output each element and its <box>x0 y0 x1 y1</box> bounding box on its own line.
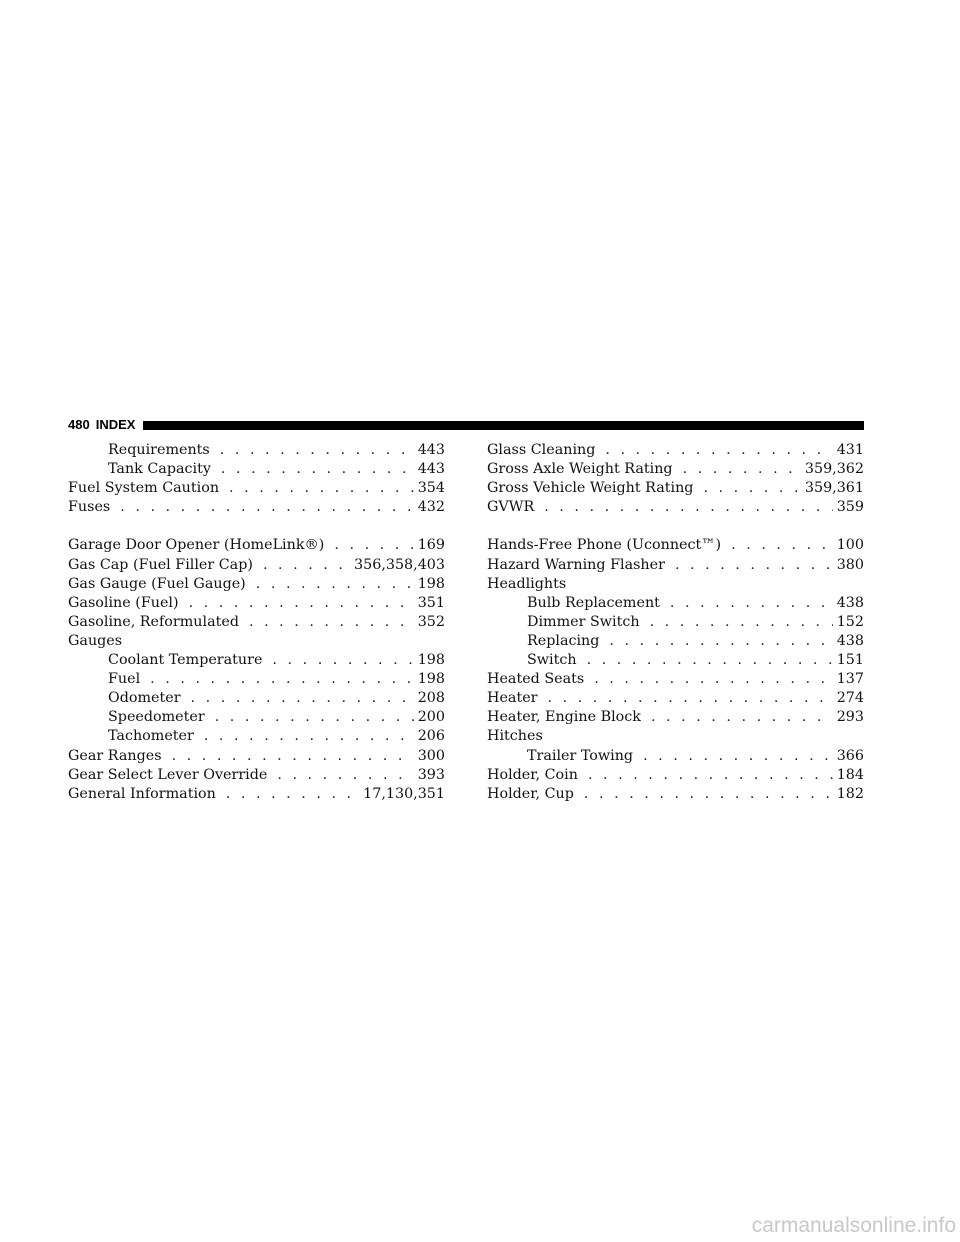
leader-dots <box>204 727 414 746</box>
entry-label: Gear Select Lever Override <box>68 766 268 783</box>
leader-dots <box>609 632 832 651</box>
entry-page: 438 <box>836 594 864 611</box>
entry-label: Hitches <box>487 728 543 745</box>
index-entry <box>68 613 445 632</box>
entry-label: Tank Capacity <box>108 461 211 478</box>
entry-page: 351 <box>417 594 445 611</box>
leader-dots <box>221 460 414 479</box>
index-subentry <box>487 747 864 766</box>
entry-label: Requirements <box>108 442 210 458</box>
index-subentry <box>487 613 864 632</box>
index-entry <box>487 575 864 594</box>
entry-page: 359 <box>836 499 864 516</box>
leader-dots <box>675 556 833 575</box>
entry-page: 100 <box>836 537 864 554</box>
entry-label: Odometer <box>108 690 181 707</box>
leader-dots <box>150 670 414 689</box>
entry-page: 300 <box>417 747 445 764</box>
entry-label: Fuel <box>108 671 141 688</box>
leader-dots <box>683 460 801 479</box>
index-entry <box>68 747 445 766</box>
entry-label: Headlights <box>487 575 567 592</box>
entry-label: Gross Vehicle Weight Rating <box>487 480 694 497</box>
index-entry <box>68 536 445 555</box>
index-subentry <box>68 441 445 460</box>
index-subentry <box>68 708 445 727</box>
entry-page: 151 <box>836 652 864 669</box>
entry-label: Hands-Free Phone (Uconnect™) <box>487 537 722 554</box>
leader-dots <box>670 594 833 613</box>
index-column-right <box>487 441 864 804</box>
leader-dots <box>272 651 413 670</box>
leader-dots <box>256 575 414 594</box>
index-entry <box>68 594 445 613</box>
index-entry <box>487 708 864 727</box>
entry-page: 354 <box>417 480 445 497</box>
entry-page: 184 <box>836 766 864 783</box>
entry-page: 352 <box>417 613 445 630</box>
leader-dots <box>594 670 832 689</box>
leader-dots <box>226 785 359 804</box>
index-entry <box>487 479 864 498</box>
entry-page: 206 <box>417 728 445 745</box>
leader-dots <box>587 651 833 670</box>
entry-label: Gas Cap (Fuel Filler Cap) <box>68 556 253 573</box>
index-entry <box>487 556 864 575</box>
entry-label: Heater, Engine Block <box>487 709 641 726</box>
leader-dots <box>605 441 832 460</box>
leader-dots <box>229 479 414 498</box>
entry-page: 443 <box>417 442 445 458</box>
entry-label: Fuses <box>68 499 111 516</box>
entry-page: 182 <box>836 785 864 802</box>
entry-label: Holder, Coin <box>487 766 578 783</box>
leader-dots <box>584 785 833 804</box>
entry-page: 198 <box>417 575 445 592</box>
entry-page: 169 <box>417 537 445 554</box>
index-entry <box>68 556 445 575</box>
leader-dots <box>651 708 833 727</box>
index-entry <box>487 460 864 479</box>
entry-page: 293 <box>836 709 864 726</box>
leader-dots <box>731 536 833 555</box>
leader-dots <box>215 708 414 727</box>
entry-page: 438 <box>836 632 864 649</box>
entry-label: Bulb Replacement <box>527 594 660 611</box>
leader-dots <box>588 766 833 785</box>
index-gap <box>68 517 445 536</box>
index-entry <box>68 479 445 498</box>
entry-page: 274 <box>836 690 864 707</box>
leader-dots <box>220 441 414 460</box>
entry-page: 432 <box>417 499 445 516</box>
entry-label: Heater <box>487 690 538 707</box>
entry-page: 431 <box>836 442 864 458</box>
index-entry <box>487 536 864 555</box>
entry-label: Replacing <box>527 632 600 649</box>
index-entry <box>487 785 864 804</box>
index-entry <box>487 498 864 517</box>
leader-dots <box>544 498 832 517</box>
index-entry <box>487 689 864 708</box>
page-header <box>68 417 864 433</box>
leader-dots <box>703 479 800 498</box>
index-gap <box>487 517 864 536</box>
leader-dots <box>650 613 833 632</box>
entry-label: Dimmer Switch <box>527 613 640 630</box>
index-entry <box>487 441 864 460</box>
entry-label: Gauges <box>68 632 123 649</box>
entry-page: 137 <box>836 671 864 688</box>
leader-dots <box>277 766 413 785</box>
index-subentry <box>68 727 445 746</box>
index-entry <box>68 498 445 517</box>
index-subentry <box>68 670 445 689</box>
entry-label: Switch <box>527 652 577 669</box>
index-subentry <box>487 632 864 651</box>
leader-dots <box>334 536 413 555</box>
entry-label: General Information <box>68 785 216 802</box>
index-subentry <box>487 651 864 670</box>
entry-label: Gasoline, Reformulated <box>68 613 239 630</box>
index-entry <box>487 727 864 746</box>
leader-dots <box>643 747 833 766</box>
entry-page: 200 <box>417 709 445 726</box>
entry-label: Speedometer <box>108 709 205 726</box>
index-entry <box>68 766 445 785</box>
entry-page: 198 <box>417 652 445 669</box>
index-entry <box>68 785 445 804</box>
index-entry <box>68 575 445 594</box>
entry-page: 359,362 <box>804 461 864 478</box>
entry-label: Hazard Warning Flasher <box>487 556 665 573</box>
watermark: carmanualsonline.info <box>751 1214 956 1237</box>
leader-dots <box>189 594 414 613</box>
entry-label: GVWR <box>487 499 535 516</box>
index-entry <box>68 632 445 651</box>
entry-page: 152 <box>836 613 864 630</box>
entry-label: Coolant Temperature <box>108 652 263 669</box>
entry-page: 198 <box>417 671 445 688</box>
entry-page: 208 <box>417 690 445 707</box>
entry-label: Gear Ranges <box>68 747 162 764</box>
leader-dots <box>191 689 414 708</box>
entry-label: Fuel System Caution <box>68 480 220 497</box>
index-entry <box>487 766 864 785</box>
header-rule <box>143 421 864 430</box>
entry-label: Tachometer <box>108 728 194 745</box>
index-subentry <box>68 689 445 708</box>
index-subentry <box>487 594 864 613</box>
entry-label: Gas Gauge (Fuel Gauge) <box>68 575 246 592</box>
leader-dots <box>548 689 833 708</box>
index-column-left <box>68 441 445 804</box>
entry-label: Holder, Cup <box>487 785 574 802</box>
entry-page: 380 <box>836 556 864 573</box>
entry-label: Heated Seats <box>487 671 585 688</box>
entry-page: 393 <box>417 766 445 783</box>
section-title: INDEX <box>95 417 136 432</box>
entry-label: Gross Axle Weight Rating <box>487 461 673 478</box>
entry-label: Gasoline (Fuel) <box>68 594 179 611</box>
index-entry <box>487 670 864 689</box>
index-subentry <box>68 651 445 670</box>
entry-label: Trailer Towing <box>527 747 634 764</box>
entry-page: 366 <box>836 747 864 764</box>
leader-dots <box>120 498 413 517</box>
entry-page: 356,358,403 <box>354 556 445 573</box>
leader-dots <box>249 613 414 632</box>
entry-page: 17,130,351 <box>363 785 445 802</box>
leader-dots <box>263 556 350 575</box>
entry-page: 443 <box>417 461 445 478</box>
index-subentry <box>68 460 445 479</box>
entry-label: Garage Door Opener (HomeLink®) <box>68 537 325 554</box>
page-number: 480 <box>68 417 90 432</box>
entry-label: Glass Cleaning <box>487 442 596 458</box>
entry-page: 359,361 <box>804 480 864 497</box>
leader-dots <box>172 747 414 766</box>
